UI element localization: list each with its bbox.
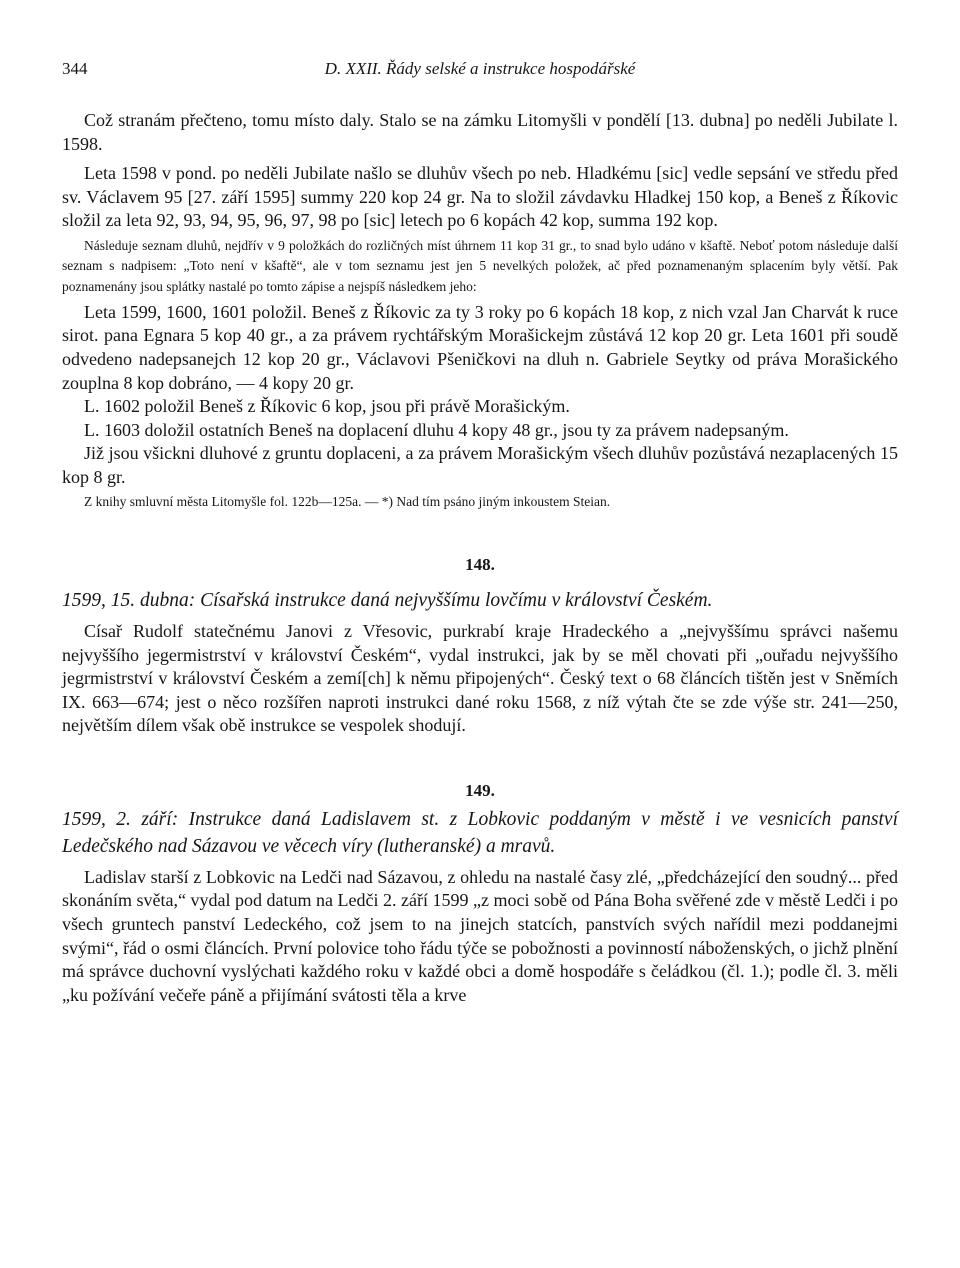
document-number: 148. xyxy=(465,554,495,574)
page-body xyxy=(62,109,898,1007)
paragraph: Což stranám přečteno, tomu místo daly. Stalo se na zámku Litomyšli v pondělí [13. dubna] po neděli Jubilate l. 1598. xyxy=(62,110,898,154)
page-header xyxy=(62,59,898,83)
paragraph: Již jsou všickni dluhové z gruntu doplaceni, a za právem Morašickým všech dluhův pozůstává nezaplacených 15 kop 8 gr. xyxy=(62,443,898,488)
document-text: Ladislav starší z Lobkovic na Ledči nad Sázavou, z ohledu na nastalé časy zlé, „předcházející den soudný... před skonáním světa,“ vydal pod datum na Ledči 2. září 1599 „z moci sobě od Pána Boha svěřené zde v městě Ledči i po všech gruntech panství Ledeckého, což jsem to na jinejch statcích, panstvích svých nařídil mezi poddanejmi svými“, řád o osmi článcích. První polovice toho řádu týče se pobožnosti a povinností náboženských, o jichž plnění má správce duchovní vyslýchati každého roku v každé obci a domě hospodáře s čeládkou (čl. 1.); podle čl. 3. měli „ku požívání večeře páně a přijímání svátosti těla a krve xyxy=(62,866,898,1005)
document-heading: 1599, 15. dubna: Císařská instrukce daná nejvyššímu lovčímu v království Českém. xyxy=(62,589,713,611)
page-number: 344 xyxy=(62,59,88,78)
paragraph: L. 1603 doložil ostatních Beneš na doplacení dluhu 4 kopy 48 gr., jsou ty za právem nadepsaným. xyxy=(84,419,789,440)
running-title: D. XXII. Řády selské a instrukce hospodářské xyxy=(324,59,636,78)
document-heading: 1599, 2. září: Instrukce daná Ladislavem st. z Lobkovic poddaným v městě i ve vesnicích panství Ledečského nad Sázavou ve věcech víry (lutheranské) a mravů. xyxy=(62,808,898,857)
paragraph: L. 1602 položil Beneš z Říkovic 6 kop, jsou při právě Morašickým. xyxy=(84,396,570,417)
document-text: Císař Rudolf statečnému Janovi z Vřesovic, purkrabí kraje Hradeckého a „nejvyššímu správci našemu nejvyššího jegermistrství v království Českém“, vydal instrukci, jak by se měl chovati při „ouřadu nejvyššího jegrmistrství v království Českém a zemí[ch] k němu připojených“. Český text o 68 článcích tištěn jest v Sněmích IX. 663—674; jest o něco rozšířen naproti instrukci dané roku 1568, z níž výtah čte se zde výše str. 241—250, největším dílem však obě instrukce se vespolek shodují. xyxy=(62,620,898,736)
editor-note: Následuje seznam dluhů, nejdřív v 9 položkách do rozličných míst úhrnem 11 kop 31 gr., to snad bylo udáno v kšaftě. Neboť potom následuje další seznam s nadpisem: „Toto není v kšaftě“, ale v tom seznamu jest jen 5 nevelkých položek, ač před poznamenaným splacením byly větší. Pak poznamenány jsou splátky nastalé po tomto zápise a nejspíš následkem jeho: xyxy=(62,237,898,294)
source-note: Z knihy smluvní města Litomyšle fol. 122b—125a. — *) Nad tím psáno jiným inkoustem Steian. xyxy=(84,493,611,509)
paragraph: Leta 1598 v pond. po neděli Jubilate našlo se dluhův všech po neb. Hladkému [sic] vedle sepsání ve středu před sv. Václavem 95 [27. září 1595] summy 220 kop 24 gr. Na to složil závdavku Hladkej 150 kop, a Beneš z Říkovic složil za leta 92, 93, 94, 95, 96, 97, 98 po [sic] letech po 6 kopách 42 kop, summa 192 kop. xyxy=(62,163,898,231)
document-number: 149. xyxy=(465,780,495,800)
paragraph: Leta 1599, 1600, 1601 položil. Beneš z Říkovic za ty 3 roky po 6 kopách 18 kop, z nich vzal Jan Charvát k ruce sirot. pana Egnara 5 kop 40 gr., a za právem rychtářským Morašickejm zůstává 12 kop 20 gr. Leta 1601 při soudě odvedeno nadepsanejch 12 kop 20 gr., Václavovi Pšeničkovi na dluh n. Gabriele Seytky od práva Morašického zouplna 8 kop dobráno, — 4 kopy 20 gr. xyxy=(62,301,898,393)
